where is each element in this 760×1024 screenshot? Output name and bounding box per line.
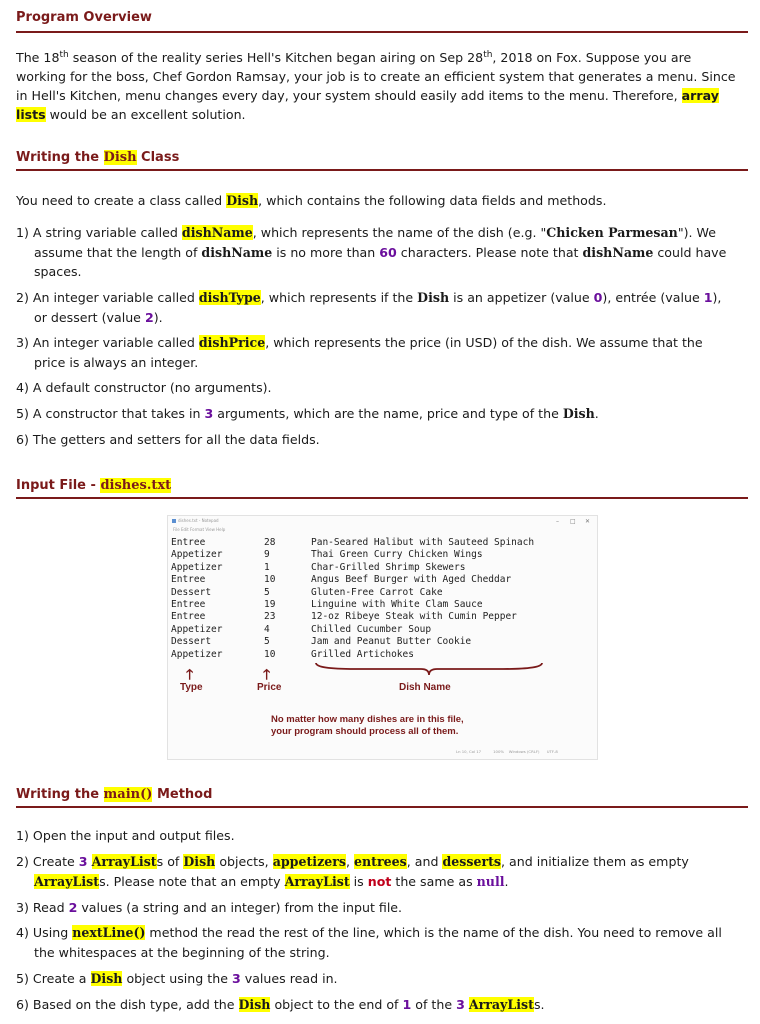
notepad-screenshot [167,515,598,760]
up-arrow-icon: 🡑 [263,667,271,683]
list-item [16,898,744,918]
minimize-icon[interactable]: – [556,518,559,525]
arraylist-highlight: ArrayList [284,873,350,889]
heading-text: Class [136,150,180,165]
number-value: 3 [78,854,88,869]
file-line-type: Appetizer [171,623,223,635]
file-line-price: 4 [264,623,270,635]
section-divider [16,497,748,499]
file-line-type: Appetizer [171,549,223,561]
entrees-highlight: entrees [354,854,407,869]
heading-text: Writing the [16,787,104,802]
status-bar: Ln 10, Col 17 100% Windows (CRLF) UTF-8 [456,749,558,754]
example-text: Chicken Parmesan [546,225,678,240]
file-line-name: Jam and Peanut Butter Cookie [311,636,472,648]
arraylist-highlight: ArrayList [34,873,100,889]
item-text: objects, [215,854,273,869]
item-text: object using the [122,971,232,986]
item-text: could have [653,244,727,260]
item-text: . [594,406,599,421]
item-text: ), [712,290,722,305]
list-item [16,969,744,989]
file-line-name: Thai Green Curry Chicken Wings [311,549,483,561]
main-method-heading [16,787,748,802]
dish-class-heading [16,150,748,165]
item-text: 2) An integer variable called [16,290,199,305]
list-item [16,852,744,891]
item-text: is no more than [272,244,380,260]
file-line-price: 28 [264,537,276,548]
overview-text: would be an excellent solution. [45,107,246,122]
dishname-ref: dishName [201,244,273,260]
item-text: 5) Create a [16,971,91,986]
section-divider [16,806,748,808]
item-text: s of [156,854,184,869]
item-text: ), entrée (value [602,290,704,305]
number-value: 3 [231,971,241,986]
dish-highlight: Dish [90,971,123,986]
item-text: . [504,873,509,889]
nextline-highlight: nextLine() [72,925,146,940]
item-text: 3) Read [16,900,69,915]
item-text: ). [153,309,163,325]
item-text: object to the end of [270,997,403,1012]
input-file-section [16,478,748,499]
file-line-name: Pan-Seared Halibut with Sauteed Spinach [311,537,535,548]
item-continuation: spaces. [34,264,82,279]
dish-highlight: Dish [226,193,259,208]
dishtype-highlight: dishType [198,290,261,305]
item-text: method the read the rest of the line, which is the name of the dish. You need to remove all [145,925,722,940]
item-text: , which represents the name of the dish (e.g. " [252,225,547,240]
item-text: , which represents if the [260,290,418,305]
number-value: 2 [68,900,78,915]
close-icon[interactable]: ✕ [585,518,591,525]
item-continuation: the whitespaces at the beginning of the string. [34,944,330,960]
ordinal-suffix: th [483,49,493,60]
item-text: 1) A string variable called [16,225,182,240]
null-keyword: null [476,873,505,889]
file-line-type: Entree [171,611,206,623]
heading-highlight: dishes.txt [100,478,172,493]
item-text: 2) Create [16,854,79,869]
list-item [16,288,744,327]
number-value: 2 [144,309,154,325]
overview-text: season of the reality series Hell's Kitchen began airing on Sep 28 [68,50,484,65]
not-emphasis: not [367,873,392,889]
list-item [16,404,744,424]
dish-ref: Dish [562,406,595,421]
ordinal-suffix: th [59,49,69,60]
type-column [171,537,222,661]
list-item [16,333,744,372]
file-line-type: Dessert [171,586,212,598]
item-text: or dessert (value [34,309,145,325]
desserts-highlight: desserts [442,854,502,869]
intro-text: You need to create a class called [16,193,227,208]
maximize-icon[interactable]: □ [570,518,576,525]
item-text: s. Please note that an empty [99,873,285,889]
item-text: , and [406,854,443,869]
item-text: , and initialize them as empty [501,854,689,869]
item-continuation [16,243,744,263]
file-line-type: Entree [171,599,206,611]
number-value: 1 [703,290,713,305]
file-line-type: Dessert [171,636,212,648]
list-item: 4) A default constructor (no arguments). [16,380,272,395]
file-line-name: Linguine with White Clam Sauce [311,599,483,611]
item-text: "). We [677,225,717,240]
file-line-price: 9 [264,549,270,561]
item-text: is [349,873,368,889]
up-arrow-icon: 🡑 [186,667,194,683]
heading-highlight: main() [103,787,153,802]
dishprice-highlight: dishPrice [198,335,266,350]
item-text: s. [533,997,545,1012]
appetizers-highlight: appetizers [272,854,346,869]
item-text: assume that the length of [34,244,202,260]
dish-class-intro [16,191,744,211]
number-value: 1 [402,997,412,1012]
file-line-price: 5 [264,636,270,648]
dishname-highlight: dishName [181,225,253,240]
number-value: 0 [593,290,603,305]
price-label: Price [257,682,282,693]
overview-paragraph [16,48,744,124]
file-line-price: 5 [264,586,270,598]
item-continuation: price is always an integer. [34,354,199,370]
file-line-name: Grilled Artichokes [311,648,414,660]
main-method-section [16,787,748,808]
file-line-name: Char-Grilled Shrimp Skewers [311,561,466,573]
overview-text: The 18 [16,50,60,65]
overview-heading: Program Overview [16,10,152,25]
highlight-array-lists: array lists [16,88,719,122]
file-line-price: 19 [264,599,276,611]
item-continuation [16,872,744,892]
arraylist-highlight: ArrayList [468,997,534,1012]
heading-text: Input File - [16,478,101,493]
intro-text: , which contains the following data fields and methods. [258,193,607,208]
heading-text: Method [152,787,213,802]
list-item [16,923,744,962]
dishname-ref: dishName [582,244,654,260]
item-text: 5) A constructor that takes in [16,406,205,421]
price-column [264,537,275,661]
menu-bar[interactable]: File Edit Format View Help [173,527,226,532]
file-line-price: 1 [264,561,270,573]
dish-name-label: Dish Name [399,682,451,693]
item-text: 3) An integer variable called [16,335,199,350]
dish-highlight: Dish [238,997,271,1012]
list-item [16,995,744,1015]
dish-highlight: Dish [183,854,216,869]
file-line-name: 12-oz Ribeye Steak with Cumin Pepper [311,611,517,623]
name-column [311,537,534,661]
item-text: arguments, which are the name, price and type of the [213,406,563,421]
file-line-type: Entree [171,574,206,586]
list-item [16,223,744,282]
file-line-type: Entree [171,537,206,548]
overview-section [16,10,748,124]
item-text: values (a string and an integer) from the input file. [77,900,403,915]
type-label: Type [180,682,203,693]
item-text: is an appetizer (value [449,290,594,305]
item-text: values read in. [240,971,338,986]
section-divider [16,169,748,171]
item-text [88,854,92,869]
item-text: 6) Based on the dish type, add the [16,997,239,1012]
input-file-heading [16,478,748,493]
note-line: No matter how many dishes are in this file, [271,714,464,725]
file-line-type: Appetizer [171,648,223,660]
file-line-name: Angus Beef Burger with Aged Cheddar [311,574,512,586]
number-value: 3 [456,997,465,1012]
dish-ref: Dish [417,290,450,305]
file-line-price: 10 [264,648,276,660]
item-text: the same as [391,873,477,889]
curly-brace-icon [315,662,543,676]
item-text: 4) Using [16,925,73,940]
note-line: your program should process all of them. [271,726,459,737]
number-value: 3 [204,406,214,421]
list-item: 6) The getters and setters for all the data fields. [16,432,320,447]
heading-highlight: Dish [103,150,137,165]
file-line-price: 10 [264,574,276,586]
file-line-name: Chilled Cucumber Soup [311,623,432,635]
heading-text: Writing the [16,150,104,165]
notepad-icon [172,519,176,523]
section-divider [16,31,748,33]
item-text: , which represents the price (in USD) of the dish. We assume that the [265,335,703,350]
file-line-type: Appetizer [171,561,223,573]
window-title: dishes.txt - Notepad [178,518,219,523]
arraylist-highlight: ArrayList [91,854,157,869]
number-value: 60 [379,244,397,260]
note-text [271,714,464,738]
dish-class-section [16,150,748,171]
item-text: characters. Please note that [396,244,583,260]
file-line-price: 23 [264,611,276,623]
overview-text: , 2018 on Fox. Suppose you are working for the boss, Chef Gordon Ramsay, your job is to create an efficient system that generates a menu. Since in Hell's Kitchen, menu changes every day, your system should easily add items to the menu. Therefore, [16,50,736,103]
item-text: of the [411,997,457,1012]
window-titlebar [168,516,597,526]
item-text: , [345,854,354,869]
file-line-name: Gluten-Free Carrot Cake [311,586,443,598]
item-continuation [16,308,744,328]
list-item: 1) Open the input and output files. [16,828,235,843]
